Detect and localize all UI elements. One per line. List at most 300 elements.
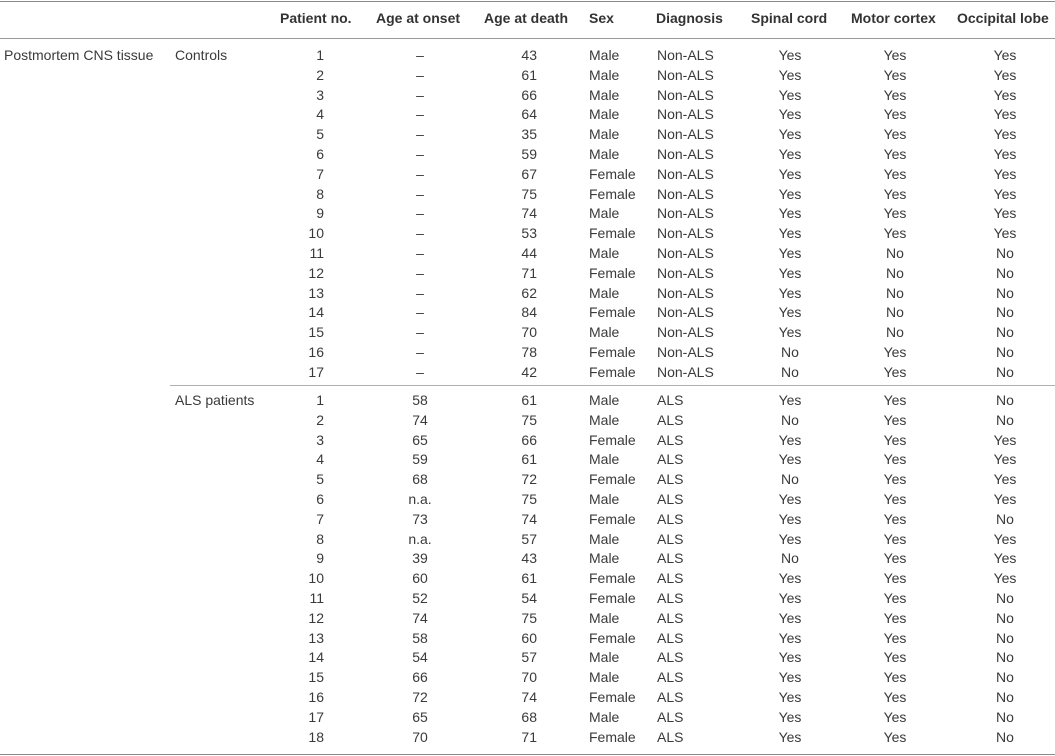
cell-patient-no: 13 <box>308 629 324 646</box>
group-divider <box>170 385 1055 386</box>
cell-age-onset: – <box>416 185 424 202</box>
cell-age-death: 75 <box>521 491 537 507</box>
table-top-rule <box>0 1 1055 2</box>
table-row <box>0 669 1055 689</box>
cell-spinal-cord: Yes <box>778 185 802 202</box>
cell-occipital-lobe: Yes <box>993 165 1017 182</box>
cell-patient-no: 11 <box>309 590 324 606</box>
cell-spinal-cord: Yes <box>778 264 802 281</box>
cell-age-onset: 65 <box>412 708 428 725</box>
table-row <box>0 126 1055 146</box>
cell-diagnosis: Non-ALS <box>657 86 714 103</box>
cell-age-death: 43 <box>521 47 537 63</box>
cell-diagnosis: ALS <box>657 411 684 428</box>
cell-occipital-lobe: Yes <box>993 126 1017 143</box>
cell-patient-no: 16 <box>308 344 324 360</box>
cell-age-death: 74 <box>521 205 537 222</box>
table-row <box>0 451 1055 471</box>
cell-age-onset: 70 <box>412 728 428 745</box>
table-row <box>0 709 1055 729</box>
cell-diagnosis: ALS <box>657 392 684 408</box>
cell-occipital-lobe: No <box>996 284 1014 301</box>
cell-spinal-cord: Yes <box>778 324 802 341</box>
cell-sex: Female <box>589 510 636 527</box>
cell-spinal-cord: Yes <box>778 609 802 626</box>
cell-occipital-lobe: Yes <box>993 491 1017 507</box>
cell-motor-cortex: Yes <box>883 185 907 202</box>
cell-patient-no: 6 <box>316 491 324 507</box>
cell-age-death: 57 <box>521 649 537 666</box>
cell-age-onset: – <box>416 324 424 341</box>
cell-spinal-cord: Yes <box>778 66 802 83</box>
cell-age-onset: 66 <box>412 669 428 686</box>
table-row <box>0 344 1055 364</box>
cell-age-onset: – <box>416 86 424 103</box>
cell-patient-no: 13 <box>308 284 324 301</box>
cell-patient-no: 7 <box>316 510 324 527</box>
cell-age-death: 61 <box>521 392 537 408</box>
cell-sex: Female <box>589 264 636 281</box>
cell-age-onset: 54 <box>412 649 428 666</box>
cell-age-death: 70 <box>521 324 537 341</box>
cell-patient-no: 1 <box>316 392 324 408</box>
cell-spinal-cord: Yes <box>778 451 802 468</box>
cell-patient-no: 9 <box>316 205 324 222</box>
cell-spinal-cord: Yes <box>778 126 802 143</box>
cell-age-death: 64 <box>521 106 537 123</box>
table-row <box>0 166 1055 186</box>
cell-sex: Female <box>589 165 636 182</box>
cell-sex: Female <box>589 728 636 745</box>
cell-sex: Female <box>589 471 636 488</box>
cell-motor-cortex: Yes <box>883 708 907 725</box>
cell-age-onset: 73 <box>412 510 428 527</box>
table-row <box>0 630 1055 650</box>
cell-spinal-cord: No <box>781 411 799 428</box>
cell-motor-cortex: Yes <box>883 728 907 745</box>
cell-age-death: 75 <box>521 411 537 428</box>
cell-patient-no: 15 <box>308 324 324 341</box>
cell-diagnosis: Non-ALS <box>657 264 714 281</box>
cell-spinal-cord: Yes <box>778 629 802 646</box>
cell-spinal-cord: Yes <box>778 570 802 587</box>
cell-diagnosis: ALS <box>657 471 684 488</box>
cell-diagnosis: Non-ALS <box>657 304 714 321</box>
table-row <box>0 511 1055 531</box>
cell-age-death: 35 <box>521 126 537 143</box>
cell-patient-no: 8 <box>316 530 324 547</box>
cell-diagnosis: Non-ALS <box>657 363 714 380</box>
cell-motor-cortex: Yes <box>883 106 907 123</box>
cell-diagnosis: ALS <box>657 669 684 686</box>
cell-sex: Male <box>589 392 620 408</box>
cell-occipital-lobe: No <box>996 510 1014 527</box>
cell-patient-no: 5 <box>316 471 324 488</box>
cell-patient-no: 1 <box>316 47 324 63</box>
cell-motor-cortex: No <box>886 284 904 301</box>
cell-spinal-cord: Yes <box>778 530 802 547</box>
table-row <box>0 729 1055 749</box>
cell-occipital-lobe: No <box>996 264 1014 281</box>
cell-motor-cortex: Yes <box>883 86 907 103</box>
cell-age-onset: n.a. <box>408 491 432 507</box>
header-spinal-cord: Spinal cord <box>751 10 828 26</box>
table-row <box>0 225 1055 245</box>
cell-sex: Male <box>589 491 620 507</box>
cell-spinal-cord: Yes <box>778 491 802 507</box>
table-row <box>0 610 1055 630</box>
cell-occipital-lobe: No <box>996 304 1014 321</box>
table-row <box>0 471 1055 491</box>
cell-motor-cortex: Yes <box>883 491 907 507</box>
cell-age-death: 66 <box>521 86 537 103</box>
cell-patient-no: 4 <box>316 451 324 468</box>
cell-motor-cortex: No <box>886 245 904 261</box>
cell-sex: Female <box>589 185 636 202</box>
cell-patient-no: 15 <box>308 669 324 686</box>
table-row <box>0 186 1055 206</box>
cell-patient-no: 7 <box>316 165 324 182</box>
cell-spinal-cord: Yes <box>778 284 802 301</box>
cell-age-death: 84 <box>521 304 537 321</box>
cell-diagnosis: ALS <box>657 590 684 606</box>
cell-occipital-lobe: No <box>996 590 1014 606</box>
cell-patient-no: 2 <box>316 66 324 83</box>
cell-motor-cortex: Yes <box>883 392 907 408</box>
cell-diagnosis: ALS <box>657 629 684 646</box>
table-row <box>0 491 1055 511</box>
cell-spinal-cord: No <box>781 471 799 488</box>
cell-motor-cortex: Yes <box>883 689 907 705</box>
cell-occipital-lobe: Yes <box>993 146 1017 162</box>
cell-age-onset: – <box>416 225 424 242</box>
cell-patient-no: 16 <box>308 689 324 705</box>
table-row <box>0 146 1055 166</box>
cell-patient-no: 12 <box>308 609 324 626</box>
cell-sex: Female <box>589 431 636 448</box>
cell-sex: Male <box>589 530 620 547</box>
cell-diagnosis: ALS <box>657 570 684 587</box>
cell-occipital-lobe: Yes <box>993 185 1017 202</box>
cell-patient-no: 17 <box>308 708 324 725</box>
header-motor-cortex: Motor cortex <box>851 10 936 26</box>
table-row <box>0 412 1055 432</box>
cell-diagnosis: ALS <box>657 609 684 626</box>
cell-spinal-cord: Yes <box>778 649 802 666</box>
cell-motor-cortex: Yes <box>883 431 907 448</box>
cell-motor-cortex: Yes <box>883 47 907 63</box>
cell-occipital-lobe: No <box>996 609 1014 626</box>
cell-diagnosis: Non-ALS <box>657 245 714 261</box>
cell-age-onset: 68 <box>412 471 428 488</box>
cell-age-death: 61 <box>521 451 537 468</box>
cell-age-onset: – <box>416 344 424 360</box>
cell-diagnosis: ALS <box>657 550 684 567</box>
cell-diagnosis: Non-ALS <box>657 344 714 360</box>
cell-age-death: 60 <box>521 629 537 646</box>
cell-sex: Female <box>589 689 636 705</box>
cell-diagnosis: Non-ALS <box>657 185 714 202</box>
cell-spinal-cord: Yes <box>778 392 802 408</box>
group-label-controls: Controls <box>175 47 228 63</box>
cell-motor-cortex: Yes <box>883 471 907 488</box>
table-row <box>0 364 1055 384</box>
cell-patient-no: 18 <box>308 728 324 745</box>
table-row <box>0 205 1055 225</box>
cell-diagnosis: Non-ALS <box>657 205 714 222</box>
cell-spinal-cord: Yes <box>778 708 802 725</box>
cell-age-onset: 72 <box>412 689 428 705</box>
cell-age-death: 72 <box>521 471 537 488</box>
cell-spinal-cord: Yes <box>778 689 802 705</box>
cell-occipital-lobe: No <box>996 344 1014 360</box>
cell-motor-cortex: Yes <box>883 205 907 222</box>
cell-occipital-lobe: Yes <box>993 431 1017 448</box>
cell-sex: Male <box>589 649 620 666</box>
table-row <box>0 47 1055 67</box>
cell-spinal-cord: Yes <box>778 47 802 63</box>
cell-age-onset: 39 <box>412 550 428 567</box>
cell-age-onset: n.a. <box>408 530 432 547</box>
cell-sex: Male <box>589 86 620 103</box>
cell-sex: Male <box>589 411 620 428</box>
cell-age-death: 74 <box>521 510 537 527</box>
cell-age-death: 59 <box>521 146 537 162</box>
cell-age-onset: 65 <box>412 431 428 448</box>
cell-age-onset: – <box>416 205 424 222</box>
table-row <box>0 304 1055 324</box>
cell-sex: Female <box>589 629 636 646</box>
cell-age-onset: – <box>416 264 424 281</box>
cell-spinal-cord: No <box>781 363 799 380</box>
cell-diagnosis: ALS <box>657 530 684 547</box>
table-row <box>0 67 1055 87</box>
cell-sex: Female <box>589 304 636 321</box>
cell-motor-cortex: Yes <box>883 649 907 666</box>
tissue-label: Postmortem CNS tissue <box>4 47 154 63</box>
cell-age-onset: – <box>416 304 424 321</box>
cell-spinal-cord: Yes <box>778 669 802 686</box>
cell-age-onset: – <box>416 284 424 301</box>
cell-motor-cortex: Yes <box>883 344 907 360</box>
cell-age-death: 75 <box>521 185 537 202</box>
cell-age-death: 42 <box>521 363 537 380</box>
cell-age-death: 54 <box>521 590 537 606</box>
cell-patient-no: 2 <box>316 411 324 428</box>
cell-age-onset: 58 <box>412 392 428 408</box>
cell-occipital-lobe: Yes <box>993 86 1017 103</box>
cell-age-death: 66 <box>521 431 537 448</box>
table-row <box>0 87 1055 107</box>
table-row <box>0 324 1055 344</box>
cell-occipital-lobe: No <box>996 324 1014 341</box>
cell-diagnosis: ALS <box>657 431 684 448</box>
cell-motor-cortex: Yes <box>883 570 907 587</box>
cell-age-onset: 74 <box>412 411 428 428</box>
cell-sex: Male <box>589 47 620 63</box>
table-row <box>0 550 1055 570</box>
cell-occipital-lobe: No <box>996 689 1014 705</box>
cell-motor-cortex: Yes <box>883 550 907 567</box>
cell-diagnosis: Non-ALS <box>657 324 714 341</box>
header-occipital-lobe: Occipital lobe <box>957 10 1049 26</box>
cell-motor-cortex: Yes <box>883 66 907 83</box>
cell-motor-cortex: Yes <box>883 225 907 242</box>
cell-age-onset: 52 <box>412 590 428 606</box>
cell-sex: Male <box>589 669 620 686</box>
cell-diagnosis: Non-ALS <box>657 47 714 63</box>
cell-spinal-cord: Yes <box>778 728 802 745</box>
table-row <box>0 590 1055 610</box>
cell-spinal-cord: No <box>781 344 799 360</box>
cell-sex: Male <box>589 609 620 626</box>
cell-patient-no: 3 <box>316 86 324 103</box>
cell-patient-no: 8 <box>316 185 324 202</box>
cell-sex: Male <box>589 126 620 143</box>
cell-age-death: 53 <box>521 225 537 242</box>
cell-age-onset: 59 <box>412 451 428 468</box>
cell-spinal-cord: Yes <box>778 431 802 448</box>
cell-spinal-cord: Yes <box>778 165 802 182</box>
cell-motor-cortex: Yes <box>883 411 907 428</box>
cell-sex: Male <box>589 324 620 341</box>
table-row <box>0 432 1055 452</box>
cell-sex: Male <box>589 550 620 567</box>
cell-age-death: 74 <box>521 689 537 705</box>
cell-sex: Male <box>589 146 620 162</box>
cell-age-onset: – <box>416 106 424 123</box>
cell-age-death: 43 <box>521 550 537 567</box>
cell-patient-no: 14 <box>308 304 324 321</box>
cell-patient-no: 9 <box>316 550 324 567</box>
cell-spinal-cord: Yes <box>778 590 802 606</box>
cell-spinal-cord: Yes <box>778 245 802 261</box>
cell-motor-cortex: Yes <box>883 669 907 686</box>
cell-sex: Female <box>589 363 636 380</box>
cell-sex: Male <box>589 106 620 123</box>
cell-sex: Male <box>589 245 620 261</box>
cell-age-death: 78 <box>521 344 537 360</box>
cell-sex: Male <box>589 451 620 468</box>
table-row <box>0 689 1055 709</box>
cell-diagnosis: Non-ALS <box>657 225 714 242</box>
cell-diagnosis: ALS <box>657 708 684 725</box>
table-row <box>0 392 1055 412</box>
cell-sex: Female <box>589 590 636 606</box>
cell-occipital-lobe: No <box>996 728 1014 745</box>
cell-occipital-lobe: No <box>996 649 1014 666</box>
group-label-als: ALS patients <box>175 392 255 408</box>
table-row <box>0 245 1055 265</box>
cell-spinal-cord: Yes <box>778 510 802 527</box>
cell-occipital-lobe: No <box>996 669 1014 686</box>
table-row <box>0 265 1055 285</box>
cell-age-onset: – <box>416 126 424 143</box>
cell-motor-cortex: Yes <box>883 165 907 182</box>
cell-diagnosis: ALS <box>657 689 684 705</box>
table-row <box>0 531 1055 551</box>
cell-patient-no: 14 <box>308 649 324 666</box>
cell-age-onset: 58 <box>412 629 428 646</box>
cell-motor-cortex: Yes <box>883 363 907 380</box>
cell-age-onset: – <box>416 165 424 182</box>
cell-patient-no: 10 <box>308 225 324 242</box>
cell-diagnosis: Non-ALS <box>657 106 714 123</box>
cell-occipital-lobe: No <box>996 708 1014 725</box>
cell-age-death: 44 <box>521 245 537 261</box>
cell-patient-no: 11 <box>309 245 324 261</box>
cell-age-death: 57 <box>521 530 537 547</box>
cell-patient-no: 4 <box>316 106 324 123</box>
cell-occipital-lobe: Yes <box>993 47 1017 63</box>
cell-sex: Male <box>589 708 620 725</box>
cell-patient-no: 3 <box>316 431 324 448</box>
cell-occipital-lobe: Yes <box>993 106 1017 123</box>
cell-occipital-lobe: Yes <box>993 471 1017 488</box>
header-sex: Sex <box>589 10 614 26</box>
cell-spinal-cord: Yes <box>778 205 802 222</box>
cell-diagnosis: Non-ALS <box>657 126 714 143</box>
cell-age-onset: – <box>416 363 424 380</box>
cell-motor-cortex: Yes <box>883 629 907 646</box>
cell-occipital-lobe: Yes <box>993 530 1017 547</box>
cell-spinal-cord: Yes <box>778 86 802 103</box>
cell-motor-cortex: No <box>886 304 904 321</box>
cell-motor-cortex: Yes <box>883 530 907 547</box>
cell-occipital-lobe: Yes <box>993 451 1017 468</box>
cell-occipital-lobe: Yes <box>993 66 1017 83</box>
cell-occipital-lobe: Yes <box>993 205 1017 222</box>
cell-motor-cortex: Yes <box>883 590 907 606</box>
cell-patient-no: 6 <box>316 146 324 162</box>
cell-motor-cortex: Yes <box>883 146 907 162</box>
cell-age-death: 70 <box>521 669 537 686</box>
cell-diagnosis: ALS <box>657 491 684 507</box>
cell-age-onset: 60 <box>412 570 428 587</box>
cell-age-onset: – <box>416 245 424 261</box>
cell-occipital-lobe: Yes <box>993 550 1017 567</box>
cell-age-death: 61 <box>521 570 537 587</box>
cell-diagnosis: Non-ALS <box>657 165 714 182</box>
cell-diagnosis: ALS <box>657 728 684 745</box>
table-row <box>0 649 1055 669</box>
cell-patient-no: 12 <box>308 264 324 281</box>
table-row <box>0 570 1055 590</box>
cell-motor-cortex: Yes <box>883 510 907 527</box>
cell-motor-cortex: Yes <box>883 609 907 626</box>
header-age-death: Age at death <box>484 10 569 26</box>
cell-patient-no: 5 <box>316 126 324 143</box>
cell-occipital-lobe: No <box>996 245 1014 261</box>
cell-motor-cortex: Yes <box>883 451 907 468</box>
cell-age-onset: – <box>416 66 424 83</box>
cell-age-onset: – <box>416 47 424 63</box>
cell-diagnosis: Non-ALS <box>657 284 714 301</box>
cell-occipital-lobe: No <box>996 392 1014 408</box>
cell-age-death: 67 <box>521 165 537 182</box>
cell-diagnosis: ALS <box>657 510 684 527</box>
cell-sex: Male <box>589 205 620 222</box>
header-patient-no: Patient no. <box>280 10 352 26</box>
table-row <box>0 285 1055 305</box>
cell-spinal-cord: Yes <box>778 146 802 162</box>
header-age-onset: Age at onset <box>376 10 461 26</box>
cell-patient-no: 17 <box>308 363 324 380</box>
table-header <box>0 10 1055 30</box>
cell-spinal-cord: Yes <box>778 225 802 242</box>
cell-diagnosis: Non-ALS <box>657 146 714 162</box>
cell-occipital-lobe: Yes <box>993 570 1017 587</box>
